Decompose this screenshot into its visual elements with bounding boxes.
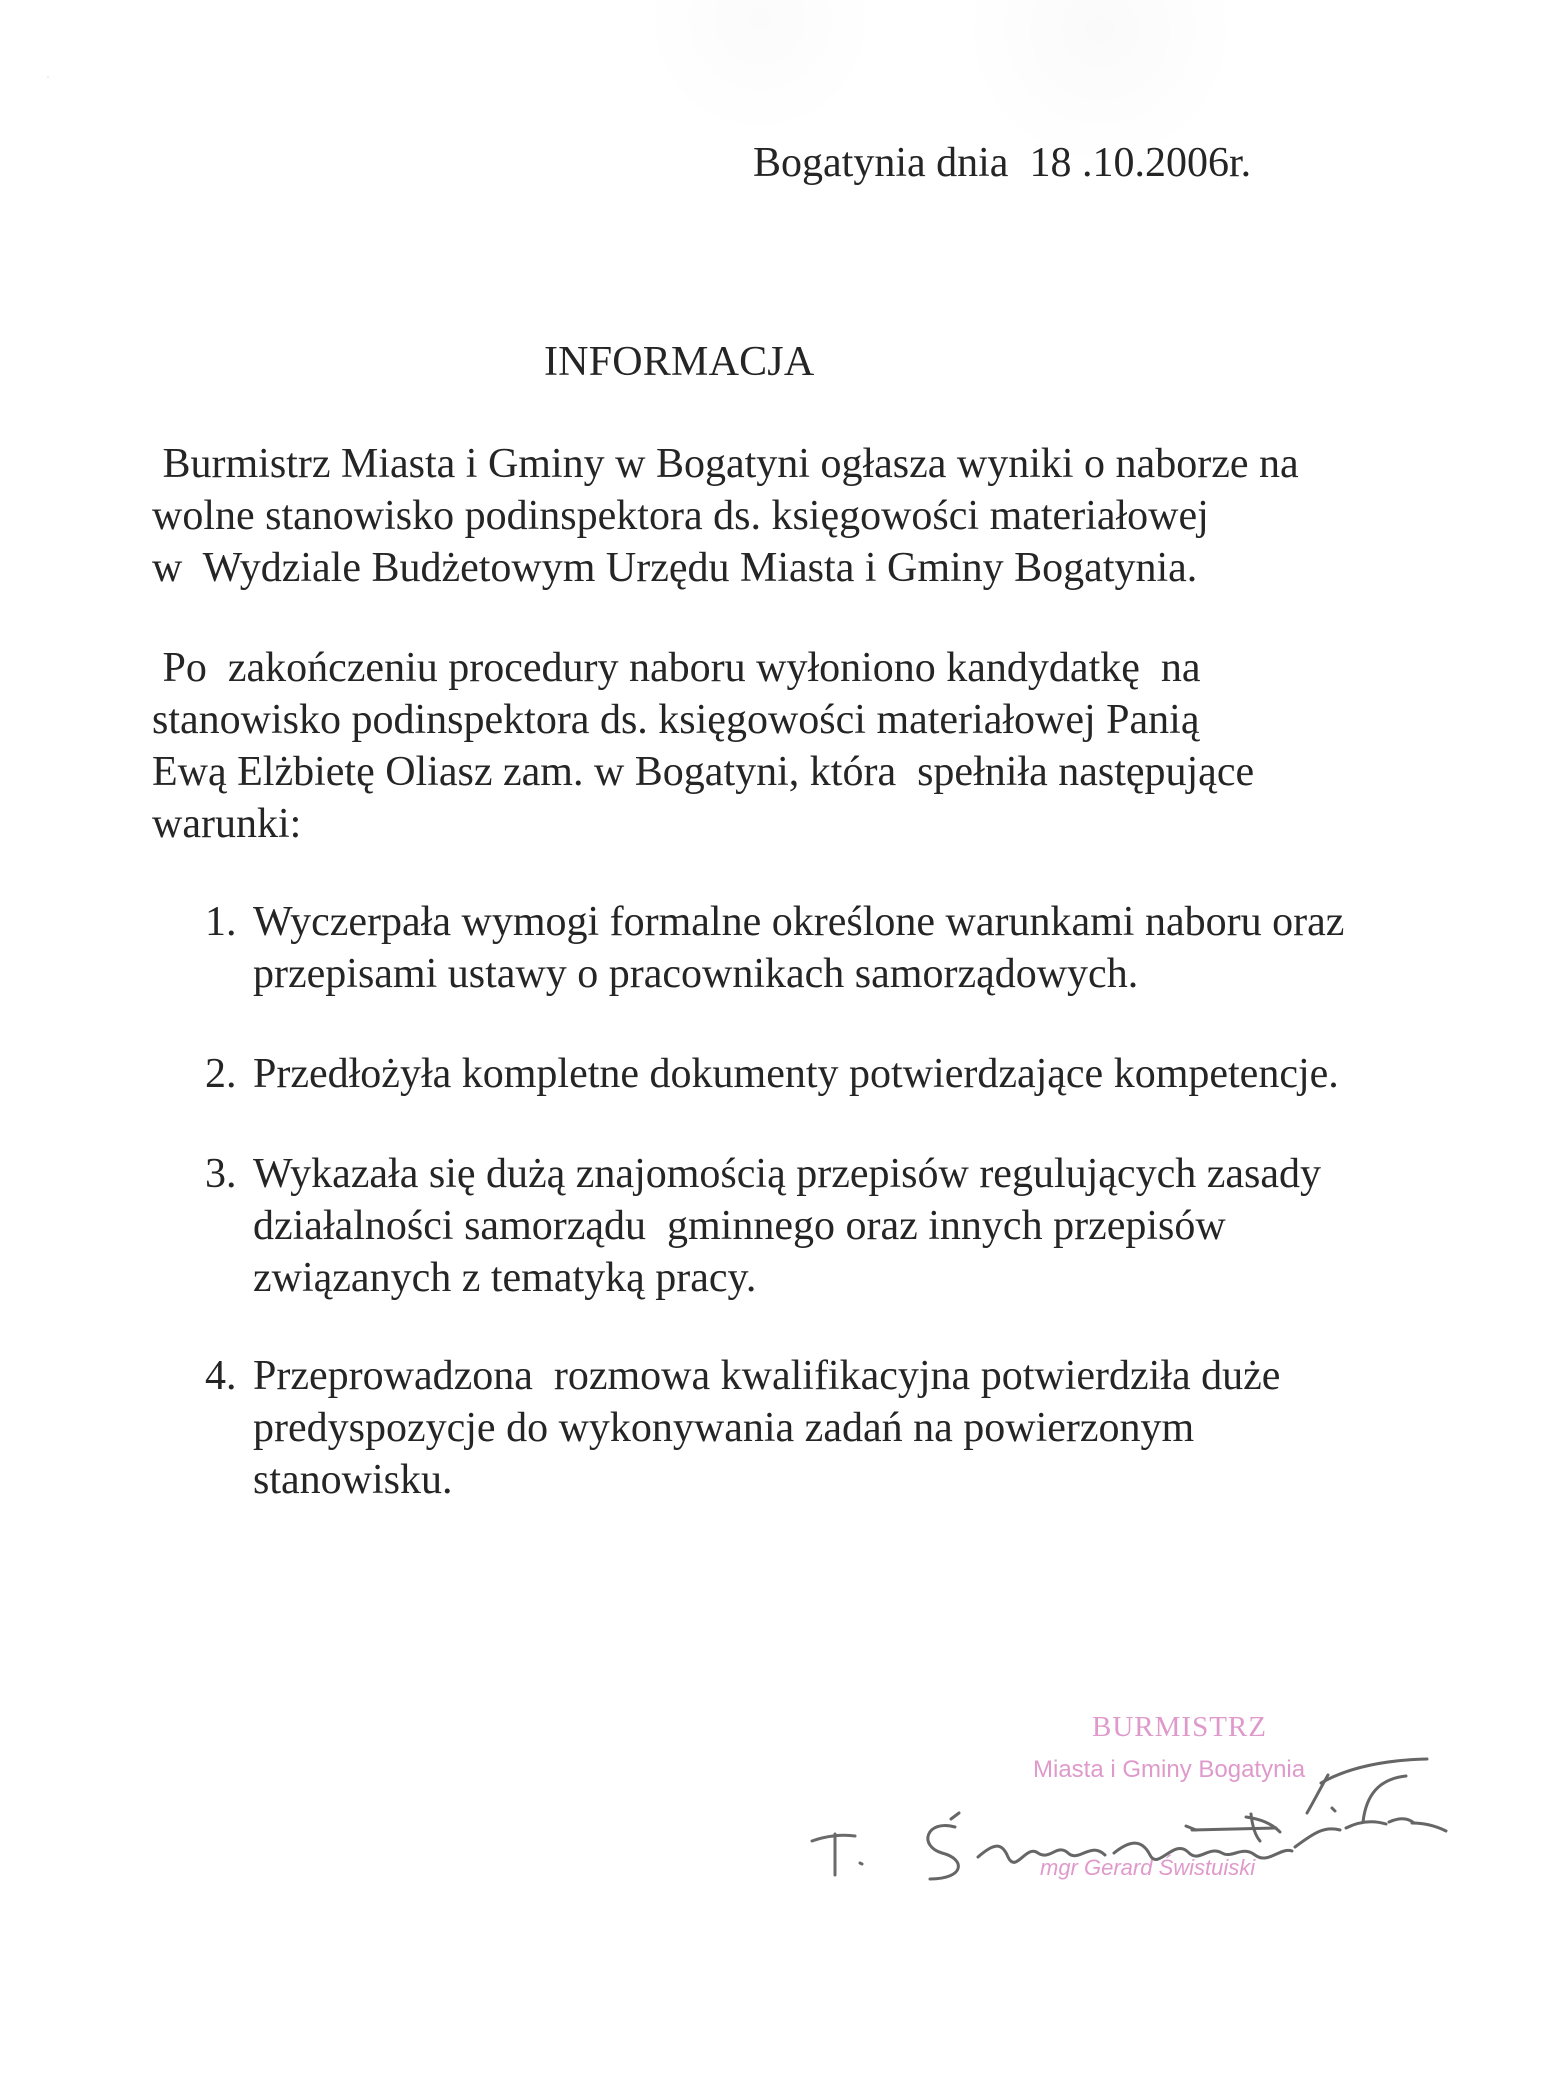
paragraph-2-line-4: warunki:: [152, 801, 302, 847]
list-item-3-line-3: związanych z tematyką pracy.: [253, 1255, 757, 1301]
stamp-name: mgr Gerard Świstuiski: [1040, 1855, 1256, 1880]
paragraph-2-line-3: Ewą Elżbietę Oliasz zam. w Bogatyni, która spełniła następujące: [152, 749, 1255, 795]
list-item-4-line-2: predyspozycje do wykonywania zadań na powierzonym: [253, 1405, 1195, 1451]
list-item-4-line-3: stanowisku.: [253, 1457, 453, 1503]
stamp-title: BURMISTRZ: [1092, 1711, 1267, 1743]
list-number: 4.: [205, 1353, 237, 1399]
list-item-1-line-2: przepisami ustawy o pracownikach samorządowych.: [253, 951, 1139, 997]
list-number: 2.: [205, 1051, 237, 1097]
scan-dot: [47, 76, 49, 78]
paragraph-2-line-2: stanowisko podinspektora ds. księgowości materiałowej Panią: [152, 697, 1200, 743]
paragraph-1-line-3: w Wydziale Budżetowym Urzędu Miasta i Gminy Bogatynia.: [152, 545, 1198, 591]
list-number: 1.: [205, 899, 237, 945]
list-item-3-line-1: Wykazała się dużą znajomością przepisów regulujących zasady: [253, 1151, 1321, 1197]
list-item-4-line-1: Przeprowadzona rozmowa kwalifikacyjna potwierdziła duże: [253, 1353, 1281, 1399]
stamp-subtitle: Miasta i Gminy Bogatynia: [1033, 1756, 1306, 1783]
paragraph-1-line-1: Burmistrz Miasta i Gminy w Bogatyni ogłasza wyniki o naborze na: [152, 441, 1299, 487]
date-line: Bogatynia dnia 18 .10.2006r.: [753, 140, 1252, 186]
list-item-1-line-1: Wyczerpała wymogi formalne określone warunkami naboru oraz: [253, 899, 1345, 945]
list-item-2-line-1: Przedłożyła kompletne dokumenty potwierdzające kompetencje.: [253, 1051, 1339, 1097]
handwritten-signature: [800, 1735, 1480, 1895]
document-title: INFORMACJA: [544, 339, 815, 385]
paragraph-1-line-2: wolne stanowisko podinspektora ds. księgowości materiałowej: [152, 493, 1209, 539]
paragraph-2-line-1: Po zakończeniu procedury naboru wyłoniono kandydatkę na: [152, 645, 1201, 691]
signature-svg: [800, 1735, 1480, 1895]
list-number: 3.: [205, 1151, 237, 1197]
list-item-3-line-2: działalności samorządu gminnego oraz innych przepisów: [253, 1203, 1226, 1249]
